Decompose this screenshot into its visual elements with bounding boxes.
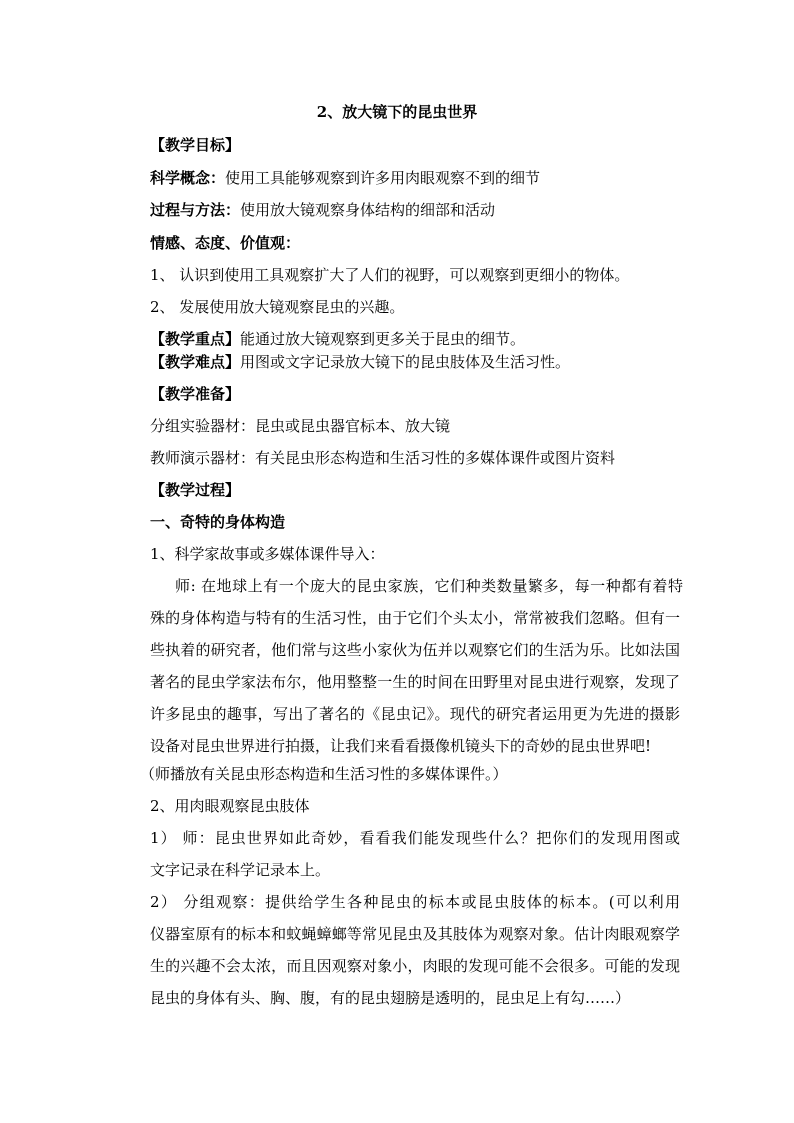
step1-paragraph-line-6: 设备对昆虫世界进行拍摄，让我们来看看摄像机镜头下的奇妙的昆虫世界吧! [150,737,652,755]
key-point-line [150,329,525,349]
preparation-header: 【教学准备】 [150,385,241,403]
document-title: 2、放大镜下的昆虫世界 [316,103,478,121]
process-header: 【教学过程】 [150,481,241,499]
step1-paragraph-line-7: （师播放有关昆虫形态构造和生活习性的多媒体课件。） [140,765,508,783]
process-text: 使用放大镜观察身体结构的细部和活动 [240,201,496,219]
step2-title: 2、用肉眼观察昆虫肢体 [150,797,310,815]
step1-paragraph-line-2: 殊的身体构造与特有的生活习性，由于它们个头太小，常常被我们忽略。但有一 [150,609,680,627]
difficult-point-text: 用图或文字记录放大镜下的昆虫肢体及生活习性。 [240,353,571,371]
emotion-label: 情感、态度、价值观： [150,234,301,252]
section1-title: 一、奇特的身体构造 [150,513,286,531]
step2-item2-line-2: 仪器室原有的标本和蚊蝇蟑螂等常见昆虫及其肢体为观察对象。估计肉眼观察学 [150,925,680,943]
step1-paragraph-line-5: 许多昆虫的趣事，写出了著名的《昆虫记》。现代的研究者运用更为先进的摄影 [150,705,680,723]
step2-item2-line-4: 昆虫的身体有头、胸、腹，有的昆虫翅膀是透明的，昆虫足上有勾……） [150,989,631,1007]
concept-line [150,168,540,188]
step1-paragraph-line-4: 著名的昆虫学家法布尔，他用整整一生的时间在田野里对昆虫进行观察，发现了 [150,673,680,691]
difficult-point-line [150,352,570,372]
step2-item2-line-3: 生的兴趣不会太浓，而且因观察对象小，肉眼的发现可能不会很多。可能的发现 [150,957,680,975]
step1-title: 1、科学家故事或多媒体课件导入： [150,545,385,563]
key-point-label: 【教学重点】 [150,330,241,348]
process-label: 过程与方法： [150,201,241,219]
step2-item1-line-1: 1） 师：昆虫世界如此奇妙，看看我们能发现些什么？把你们的发现用图或 [150,829,680,847]
concept-label: 科学概念： [150,169,226,187]
step1-paragraph-line-1: 师: 在地球上有一个庞大的昆虫家族，它们种类数量繁多，每一种都有着特 [175,577,683,595]
concept-text: 使用工具能够观察到许多用肉眼观察不到的细节 [225,169,541,187]
process-line [150,200,495,220]
step1-paragraph-line-3: 些执着的研究者，他们常与这些小家伙为伍并以观察它们的生活为乐。比如法国 [150,641,680,659]
difficult-point-label: 【教学难点】 [150,353,241,371]
step2-item1-line-2: 文字记录在科学记录本上。 [150,861,331,879]
goals-header: 【教学目标】 [150,136,241,154]
key-point-text: 能通过放大镜观察到更多关于昆虫的细节。 [240,330,526,348]
step2-item2-line-1: 2） 分组观察：提供给学生各种昆虫的标本或昆虫肢体的标本。(可以利用 [150,893,680,911]
emotion-item-2: 2、 发展使用放大镜观察昆虫的兴趣。 [150,298,405,316]
preparation-item-1: 分组实验器材：昆虫或昆虫器官标本、放大镜 [150,417,451,435]
emotion-item-1: 1、 认识到使用工具观察扩大了人们的视野，可以观察到更细小的物体。 [150,266,630,284]
preparation-item-2: 教师演示器材：有关昆虫形态构造和生活习性的多媒体课件或图片资料 [150,449,616,467]
